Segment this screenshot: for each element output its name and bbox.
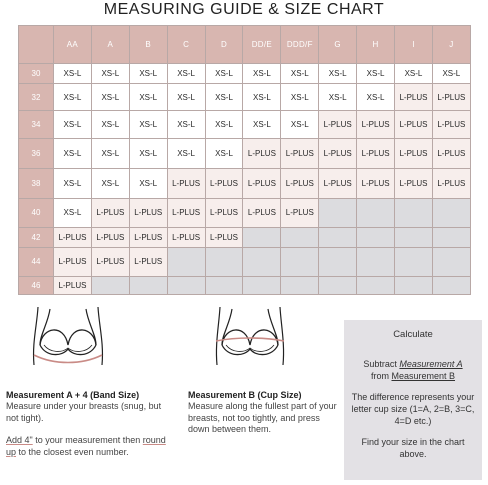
band-row-40 <box>19 198 471 227</box>
empty-cell <box>357 227 395 247</box>
cup-header-aa: AA <box>54 26 92 64</box>
size-cell: XS-L <box>167 111 205 139</box>
size-cell: L-PLUS <box>395 139 433 169</box>
cup-header-i: I <box>395 26 433 64</box>
size-cell: XS-L <box>357 64 395 84</box>
measurement-b-description: Measure along the fullest part of your breasts, not too tightly, and press down between them. <box>188 401 337 434</box>
band-size-label: 42 <box>19 227 54 247</box>
empty-cell <box>205 276 243 294</box>
size-cell: L-PLUS <box>129 198 167 227</box>
size-cell: L-PLUS <box>205 198 243 227</box>
calc-line-1 <box>344 358 482 370</box>
band-row-32 <box>19 84 471 111</box>
empty-cell <box>91 276 129 294</box>
size-cell: L-PLUS <box>243 198 281 227</box>
calculate-title: Calculate <box>393 329 433 340</box>
empty-cell <box>357 276 395 294</box>
calc-find-size-text: Find your size in the chart above. <box>361 437 465 459</box>
size-cell: L-PLUS <box>357 111 395 139</box>
empty-cell <box>395 276 433 294</box>
size-cell: L-PLUS <box>243 169 281 198</box>
calc-measurement-a: Measurement A <box>399 359 463 369</box>
round-up-highlight: round up <box>6 435 166 457</box>
band-row-38 <box>19 169 471 198</box>
size-cell: XS-L <box>281 84 319 111</box>
add-instruction-text-2: to the closest even number. <box>16 446 129 457</box>
calc-subtract-text: Subtract <box>363 359 400 369</box>
size-cell: XS-L <box>395 64 433 84</box>
cup-header-d: D <box>205 26 243 64</box>
band-size-label: 38 <box>19 169 54 198</box>
empty-cell <box>357 247 395 276</box>
page-title: MEASURING GUIDE & SIZE CHART <box>103 1 385 18</box>
size-cell: XS-L <box>243 84 281 111</box>
size-cell: XS-L <box>243 111 281 139</box>
empty-cell <box>281 247 319 276</box>
empty-cell <box>205 247 243 276</box>
size-cell: L-PLUS <box>319 139 357 169</box>
band-row-42 <box>19 227 471 247</box>
size-cell: XS-L <box>129 64 167 84</box>
corner-cell <box>19 26 54 64</box>
size-cell: XS-L <box>205 111 243 139</box>
band-size-label: 36 <box>19 139 54 169</box>
measurement-b-title: Measurement B (Cup Size) <box>188 390 302 400</box>
empty-cell <box>357 198 395 227</box>
size-cell: XS-L <box>54 64 92 84</box>
size-cell: L-PLUS <box>54 227 92 247</box>
calculate-panel <box>344 320 482 480</box>
empty-cell <box>432 247 470 276</box>
size-cell: L-PLUS <box>167 169 205 198</box>
size-cell: XS-L <box>205 139 243 169</box>
size-cell: L-PLUS <box>243 139 281 169</box>
empty-cell <box>243 247 281 276</box>
size-cell: L-PLUS <box>357 169 395 198</box>
size-cell: L-PLUS <box>129 247 167 276</box>
size-cell: XS-L <box>91 139 129 169</box>
empty-cell <box>167 247 205 276</box>
size-cell: L-PLUS <box>432 84 470 111</box>
add-four-highlight: Add 4" <box>6 435 33 445</box>
size-cell: L-PLUS <box>281 169 319 198</box>
empty-cell <box>319 276 357 294</box>
band-row-44 <box>19 247 471 276</box>
band-size-label: 32 <box>19 84 54 111</box>
size-cell: XS-L <box>129 139 167 169</box>
size-cell: XS-L <box>91 111 129 139</box>
size-cell: L-PLUS <box>281 198 319 227</box>
size-cell: XS-L <box>357 84 395 111</box>
size-cell: L-PLUS <box>432 169 470 198</box>
size-cell: XS-L <box>167 84 205 111</box>
bra-cup-measure-icon <box>212 305 288 373</box>
size-cell: XS-L <box>167 139 205 169</box>
cup-header-dd-e: DD/E <box>243 26 281 64</box>
size-cell: L-PLUS <box>91 227 129 247</box>
empty-cell <box>243 276 281 294</box>
empty-cell <box>129 276 167 294</box>
empty-cell <box>395 247 433 276</box>
size-cell: L-PLUS <box>54 276 92 294</box>
empty-cell <box>281 227 319 247</box>
cup-header-j: J <box>432 26 470 64</box>
size-cell: L-PLUS <box>205 169 243 198</box>
empty-cell <box>319 198 357 227</box>
calc-difference-text: The difference represents your letter cup size (1=A, 2=B, 3=C, 4=D etc.) <box>351 392 475 426</box>
size-cell: L-PLUS <box>129 227 167 247</box>
cup-header-h: H <box>357 26 395 64</box>
size-cell: XS-L <box>54 198 92 227</box>
band-row-30 <box>19 64 471 84</box>
size-cell: XS-L <box>91 64 129 84</box>
empty-cell <box>395 198 433 227</box>
size-cell: L-PLUS <box>395 169 433 198</box>
size-chart-table <box>18 25 471 295</box>
size-cell: XS-L <box>281 111 319 139</box>
band-size-label: 34 <box>19 111 54 139</box>
calc-from-text: from <box>370 371 392 381</box>
cup-header-ddd-f: DDD/F <box>281 26 319 64</box>
band-size-label: 40 <box>19 198 54 227</box>
size-cell: XS-L <box>54 169 92 198</box>
empty-cell <box>319 227 357 247</box>
size-cell: XS-L <box>54 111 92 139</box>
cup-header-g: G <box>319 26 357 64</box>
bra-band-measure-icon <box>28 305 108 373</box>
size-cell: XS-L <box>54 139 92 169</box>
size-cell: L-PLUS <box>395 84 433 111</box>
add-instruction-text-1: to your measurement then <box>32 435 143 445</box>
size-cell: L-PLUS <box>319 111 357 139</box>
band-row-46 <box>19 276 471 294</box>
band-size-label: 46 <box>19 276 54 294</box>
size-cell: L-PLUS <box>281 139 319 169</box>
size-cell: L-PLUS <box>319 169 357 198</box>
size-cell: XS-L <box>54 84 92 111</box>
cup-header-row <box>19 26 471 64</box>
size-cell: XS-L <box>91 169 129 198</box>
size-cell: L-PLUS <box>167 227 205 247</box>
measurement-a-description: Measure under your breasts (snug, but not tight). <box>6 401 162 423</box>
empty-cell <box>432 198 470 227</box>
empty-cell <box>432 276 470 294</box>
empty-cell <box>167 276 205 294</box>
cup-header-c: C <box>167 26 205 64</box>
cup-header-b: B <box>129 26 167 64</box>
size-cell: L-PLUS <box>91 247 129 276</box>
size-cell: L-PLUS <box>54 247 92 276</box>
band-row-34 <box>19 111 471 139</box>
measurement-a-instruction <box>6 435 166 458</box>
size-cell: XS-L <box>91 84 129 111</box>
size-cell: XS-L <box>243 64 281 84</box>
measurement-a-title: Measurement A + 4 (Band Size) <box>6 390 140 400</box>
band-row-36 <box>19 139 471 169</box>
calc-measurement-b: Measurement B <box>391 371 456 381</box>
size-cell: XS-L <box>205 84 243 111</box>
size-cell: XS-L <box>319 84 357 111</box>
size-cell: L-PLUS <box>91 198 129 227</box>
size-cell: XS-L <box>281 64 319 84</box>
calc-line-2 <box>344 370 482 382</box>
size-cell: XS-L <box>167 64 205 84</box>
size-cell: L-PLUS <box>205 227 243 247</box>
size-cell: L-PLUS <box>357 139 395 169</box>
size-cell: XS-L <box>129 84 167 111</box>
size-cell: L-PLUS <box>395 111 433 139</box>
size-cell: XS-L <box>205 64 243 84</box>
empty-cell <box>319 247 357 276</box>
size-cell: L-PLUS <box>167 198 205 227</box>
size-cell: L-PLUS <box>432 139 470 169</box>
size-cell: L-PLUS <box>432 111 470 139</box>
band-size-label: 44 <box>19 247 54 276</box>
empty-cell <box>243 227 281 247</box>
cup-header-a: A <box>91 26 129 64</box>
empty-cell <box>395 227 433 247</box>
size-cell: XS-L <box>319 64 357 84</box>
empty-cell <box>281 276 319 294</box>
size-cell: XS-L <box>129 111 167 139</box>
size-cell: XS-L <box>432 64 470 84</box>
empty-cell <box>432 227 470 247</box>
band-size-label: 30 <box>19 64 54 84</box>
size-cell: XS-L <box>129 169 167 198</box>
